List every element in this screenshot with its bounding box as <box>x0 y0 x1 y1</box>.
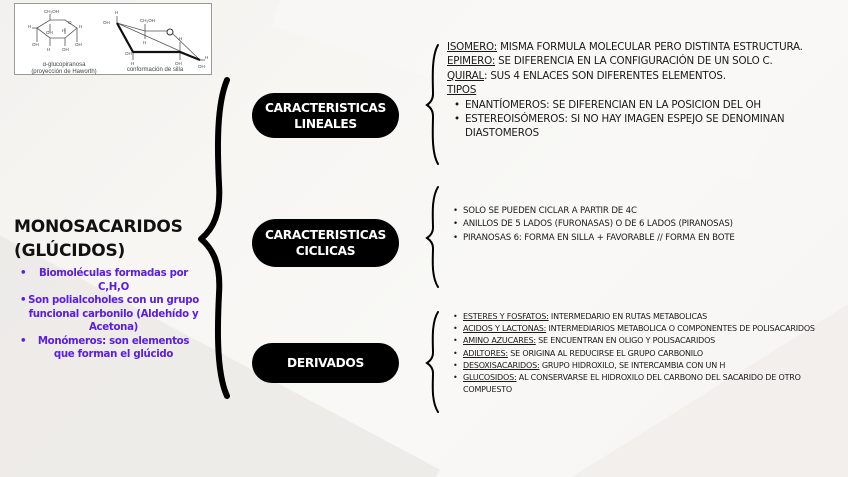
svg-text:H: H <box>131 61 135 66</box>
svg-text:OH: OH <box>175 61 182 66</box>
item-text: AL CONSERVARSE EL HIDROXILO DEL CARBONO DEL SACARIDO DE OTRO COMPUESTO <box>463 373 801 395</box>
title-line: MONOSACARIDOS <box>14 217 183 237</box>
types-list <box>447 98 832 141</box>
list-item: • ESTEREOISÓMEROS: SI NO HAY IMAGEN ESPEJO SE DENOMINAN DIASTOMEROS <box>447 112 832 141</box>
lineales-details <box>447 40 832 141</box>
large-brace-icon <box>195 74 235 404</box>
node-label: CICLICAS <box>295 244 356 258</box>
list-item: • Son polialcoholes con un grupo funcional carbonilo (Aldehído y Acetona) <box>16 294 201 335</box>
list-item <box>447 360 839 372</box>
node-label: LINEALES <box>294 116 357 131</box>
list-item: • Monómeros: son elementos que forman el glúcido <box>16 335 201 362</box>
svg-text:H: H <box>205 55 209 60</box>
definition-quiral <box>447 69 832 83</box>
term: EPIMERO: <box>447 55 496 68</box>
item-text: SE ENCUENTRAN EN OLIGO Y POLISACARIDOS <box>535 336 716 346</box>
term: ESTERES Y FOSFATOS: <box>463 312 549 321</box>
node-derivados <box>252 343 399 383</box>
types-heading: TIPOS <box>447 84 477 97</box>
list-item: • ENANTÍOMEROS: SE DIFERENCIAN EN LA POSICION DEL OH <box>447 98 832 112</box>
main-bullet-list <box>16 267 201 362</box>
item-text: SE ORIGINA AL REDUCIRSE EL GRUPO CARBONILO <box>507 348 704 358</box>
svg-text:OH: OH <box>198 64 205 69</box>
list-item <box>447 323 839 335</box>
svg-text:OH: OH <box>62 47 69 52</box>
definition-text: SE DIFERENCIA EN LA CONFIGURACIÓN DE UN SOLO C. <box>495 55 773 68</box>
list-item: • ANILLOS DE 5 LADOS (FURONASAS) O DE 6 LADOS (PIRANOSAS) <box>447 218 832 231</box>
derivados-details <box>447 311 839 396</box>
svg-text:OH: OH <box>125 51 132 56</box>
list-item: • PIRANOSAS 6: FORMA EN SILLA + FAVORABLE // FORMA EN BOTE <box>447 232 832 245</box>
term: ISOMERO: <box>447 41 498 53</box>
svg-text:H: H <box>28 24 32 29</box>
brace-icon <box>425 309 445 415</box>
node-label: CARACTERISTICAS <box>265 100 386 115</box>
term: AMINO AZUCARES: <box>463 336 536 346</box>
node-label: CARACTERISTICAS <box>265 228 386 242</box>
svg-text:O: O <box>68 20 72 25</box>
derivados-list <box>447 311 839 396</box>
svg-text:OH: OH <box>103 20 110 25</box>
brace-icon <box>425 184 445 290</box>
figure-caption-chair: conformación de silla <box>126 67 184 73</box>
term: QUIRAL <box>447 69 484 82</box>
node-caracteristicas-ciclicas <box>252 219 399 267</box>
svg-text:H: H <box>47 47 51 52</box>
list-item <box>447 372 839 396</box>
brace-icon <box>425 42 445 167</box>
svg-text:H: H <box>115 10 119 15</box>
svg-text:H: H <box>79 24 83 29</box>
definition-text: MISMA FORMULA MOLECULAR PERO DISTINTA ESTRUCTURA. <box>497 41 803 53</box>
ciclicas-details <box>447 205 832 245</box>
ciclicas-list <box>447 205 832 245</box>
svg-text:CH₂OH: CH₂OH <box>140 18 155 23</box>
definition-text: : SUS 4 ENLACES SON DIFERENTES ELEMENTOS. <box>484 69 726 82</box>
list-item: • SOLO SE PUEDEN CICLAR A PARTIR DE 4C <box>447 205 832 218</box>
node-label: DERIVADOS <box>287 356 364 370</box>
svg-text:H: H <box>179 36 183 41</box>
list-item <box>447 335 839 347</box>
list-item <box>447 311 839 323</box>
node-caracteristicas-lineales <box>252 93 399 138</box>
caption-line: (proyección de Haworth) <box>31 69 97 75</box>
term: DESOXISACARIDOS: <box>463 360 540 370</box>
svg-text:H: H <box>62 28 66 33</box>
item-text: GRUPO HIDROXILO, SE INTERCAMBIA CON UN H <box>539 360 726 370</box>
caption-line: α-glucopiranosa <box>42 62 86 68</box>
svg-text:CH₂OH: CH₂OH <box>44 9 59 14</box>
definition-epimero <box>447 54 832 68</box>
definition-isomero <box>447 40 832 54</box>
item-text: INTERMEDARIO EN RUTAS METABOLICAS <box>548 312 708 321</box>
term: ACIDOS Y LACTONAS: <box>463 324 547 334</box>
list-item <box>447 348 839 360</box>
svg-text:OH: OH <box>46 30 53 35</box>
item-text: INTERMEDIARIOS METABOLICA O COMPONENTES DE POLISACARIDOS <box>546 324 815 334</box>
list-item: • Biomoléculas formadas por C,H,O <box>16 267 201 294</box>
svg-text:OH: OH <box>32 42 39 47</box>
term: GLUCOSIDOS: <box>463 373 517 383</box>
figure-caption-haworth <box>29 62 99 76</box>
svg-text:H: H <box>143 40 147 45</box>
title-line: (GLÚCIDOS) <box>14 241 126 261</box>
main-title <box>14 215 199 263</box>
svg-text:OH: OH <box>75 42 82 47</box>
term: ADILTORES: <box>463 348 508 358</box>
glucopyranose-figure <box>14 3 212 75</box>
